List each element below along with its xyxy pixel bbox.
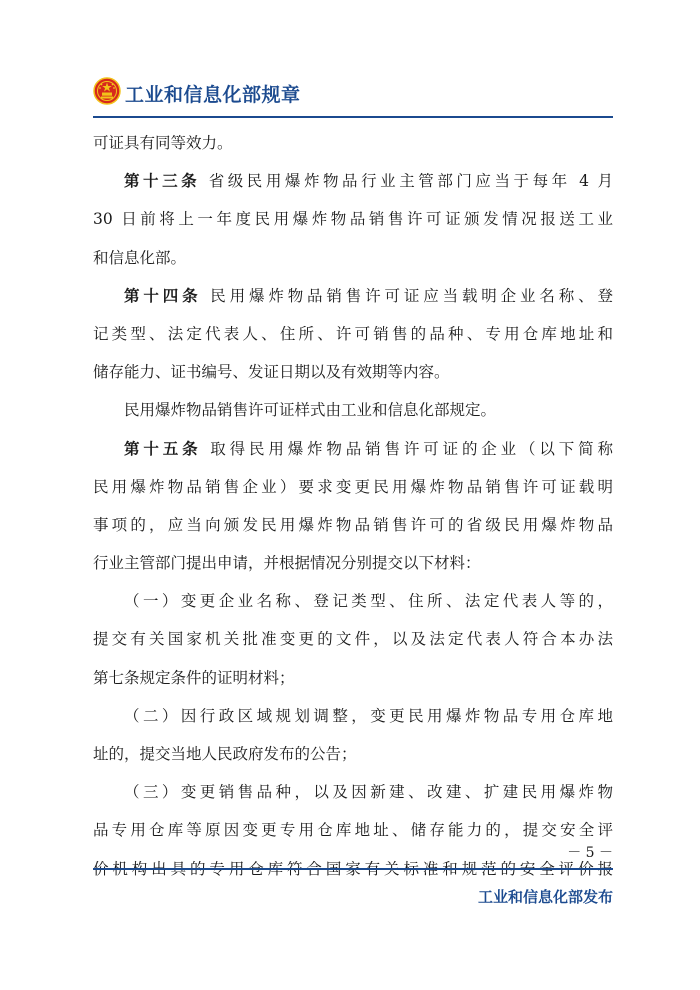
text-line (93, 239, 613, 277)
text-line (93, 544, 613, 582)
line-text: 第七条规定条件的证明材料； (93, 668, 295, 687)
line-text: 可证具有同等效力。 (93, 134, 233, 152)
document-body (93, 124, 613, 888)
line-text: 民用爆炸物品销售许可证样式由工业和信息化部规定。 (124, 401, 497, 420)
line-text: 省级民用爆炸物品行业主管部门应当于每年 4 月 (208, 172, 613, 191)
line-text: 30 日前将上一年度民用爆炸物品销售许可证颁发情况报送工业 (93, 210, 613, 229)
text-line (93, 200, 613, 238)
text-line (93, 277, 613, 315)
line-text: 提交有关国家机关批准变更的文件，以及法定代表人符合本办法 (93, 630, 613, 649)
text-line (93, 391, 613, 429)
line-text: 取得民用爆炸物品销售许可证的企业（以下简称 (210, 439, 613, 458)
line-text: 品专用仓库等原因变更专用仓库地址、储存能力的，提交安全评 (93, 821, 613, 840)
footer-divider (93, 868, 613, 870)
footer-publisher: 工业和信息化部发布 (477, 888, 613, 906)
line-text: 址的，提交当地人民政府发布的公告； (93, 745, 357, 763)
text-line (93, 735, 613, 773)
page-header (93, 74, 613, 110)
header-divider (93, 116, 613, 118)
line-text: 和信息化部。 (93, 248, 187, 267)
national-emblem-icon (93, 77, 121, 105)
line-text: 价机构出具的专用仓库符合国家有关标准和规范的安全评价报 (93, 859, 613, 878)
text-line (93, 162, 613, 200)
article-heading: 第十四条 (124, 286, 202, 305)
text-line (93, 468, 613, 506)
text-line (93, 124, 613, 162)
text-line (93, 697, 613, 735)
article-heading: 第十三条 (124, 172, 201, 191)
line-text: 记类型、法定代表人、住所、许可销售的品种、专用仓库地址和 (93, 324, 613, 343)
line-text: 民用爆炸物品销售企业）要求变更民用爆炸物品销售许可证载明 (93, 477, 613, 496)
text-line (93, 582, 613, 620)
line-text: 民用爆炸物品销售许可证应当载明企业名称、登 (210, 286, 613, 305)
text-line (93, 811, 613, 849)
line-text: 事项的，应当向颁发民用爆炸物品销售许可的省级民用爆炸物品 (93, 515, 613, 534)
text-line (93, 315, 613, 353)
line-text: 储存能力、证书编号、发证日期以及有效期等内容。 (93, 363, 450, 382)
page-number: － 5 － (567, 845, 613, 861)
line-text: 行业主管部门提出申请，并根据情况分别提交以下材料： (93, 554, 481, 573)
text-line (93, 659, 613, 697)
line-text: （一）变更企业名称、登记类型、住所、法定代表人等的， (124, 592, 613, 611)
text-line (93, 430, 613, 468)
text-line (93, 506, 613, 544)
text-line (93, 353, 613, 391)
line-text: （二）因行政区域规划调整，变更民用爆炸物品专用仓库地 (124, 706, 613, 725)
line-text: （三）变更销售品种，以及因新建、改建、扩建民用爆炸物 (124, 783, 613, 802)
header-title: 工业和信息化部规章 (125, 84, 301, 106)
article-heading: 第十五条 (124, 439, 202, 458)
text-line (93, 773, 613, 811)
text-line (93, 620, 613, 658)
